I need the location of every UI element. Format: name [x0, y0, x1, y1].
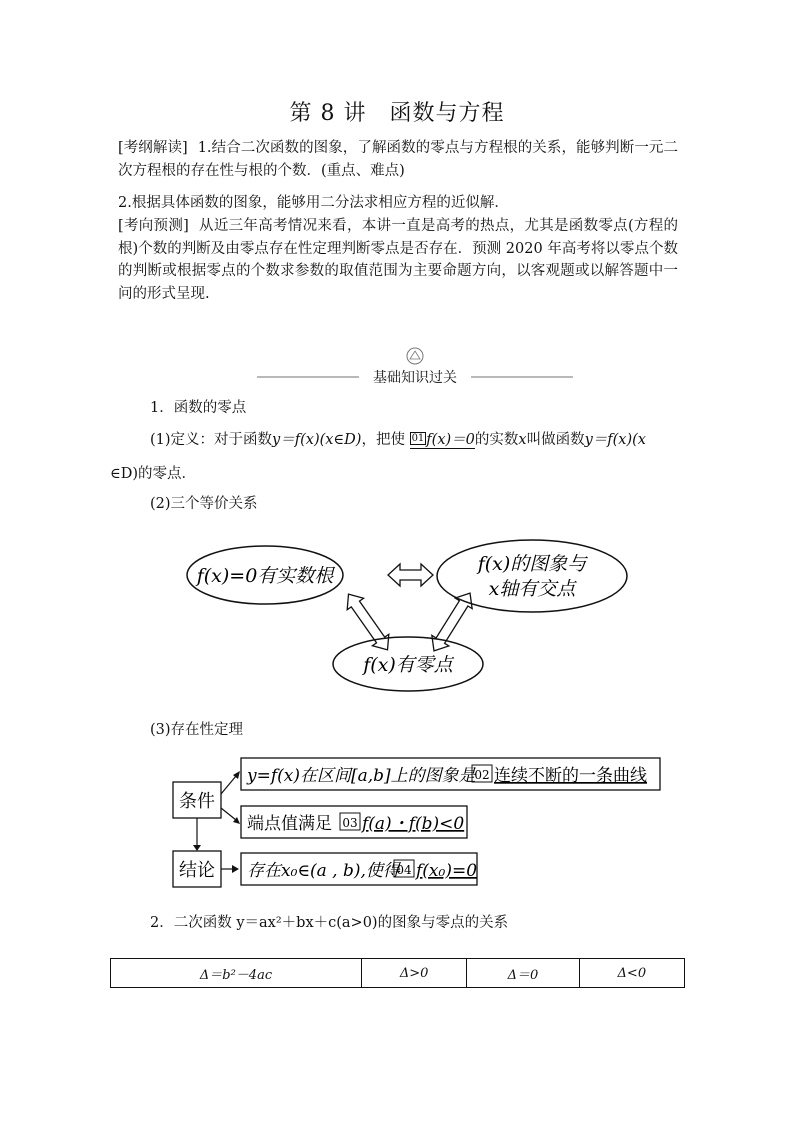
table-cell: Δ＝0	[467, 959, 579, 988]
answer-blank-01: 01 f(x)＝0	[411, 432, 475, 448]
double-arrow-horizontal	[388, 564, 433, 586]
table-cell: Δ<0	[579, 959, 684, 988]
syllabus-item-2: 2.根据具体函数的图象，能够用二分法求相应方程的近似解．	[118, 195, 509, 211]
ellipse-has-zero-text: f(x)有零点	[363, 654, 453, 676]
section-title: 基础知识过关	[373, 370, 457, 386]
heading-quadratic: 2．二次函数 y＝ax²＋bx＋c(a>0)的图象与零点的关系	[150, 915, 509, 931]
arrow-right-icon	[232, 865, 239, 873]
table-row	[111, 959, 685, 988]
syllabus-tag: [考纲解读]	[118, 140, 188, 156]
equiv-label: (2)三个等价关系	[150, 496, 258, 512]
definition-line-2: ∈D)的零点．	[110, 466, 197, 482]
answer-02: 连续不断的一条曲线	[494, 766, 647, 786]
svg-text:03: 03	[342, 816, 358, 830]
existence-label: (3)存在性定理	[150, 722, 244, 738]
answer-03: f(a)・f(b)<0	[362, 814, 465, 834]
ellipse-graph-line1: f(x)的图象与	[477, 553, 587, 575]
svg-text:04: 04	[396, 863, 412, 877]
ellipse-graph-intersect	[437, 540, 627, 612]
svg-text:02: 02	[474, 768, 490, 782]
arrow-down-icon	[193, 845, 201, 851]
box-continuous-text: y=f(x)在区间[a,b]上的图象是	[247, 766, 476, 786]
heading-zero-point: 1．函数的零点	[150, 400, 247, 416]
double-arrow-left-diag	[340, 588, 395, 655]
syllabus-paragraph	[118, 137, 678, 182]
section-divider	[255, 345, 575, 395]
forecast-paragraph	[118, 215, 678, 305]
box-conclusion-text: 结论	[179, 860, 215, 881]
box-endpoint-text: 端点值满足	[247, 814, 332, 834]
page-title: 第 8 讲 函数与方程	[289, 101, 505, 126]
existence-theorem-diagram	[170, 750, 665, 895]
box-condition-text: 条件	[179, 791, 215, 812]
badge-01: 01	[411, 433, 425, 444]
ellipse-real-root-text: f(x)=0有实数根	[196, 565, 334, 587]
table-cell: Δ＝b²－4ac	[111, 959, 362, 988]
syllabus-text: 1.结合二次函数的图象，了解函数的零点与方程根的关系，能够判断一元二次方程根的存在性与根的个数．(重点、难点)	[118, 140, 678, 179]
forecast-text: 从近三年高考情况来看，本讲一直是高考的热点，尤其是函数零点(方程的根)个数的判断及由零点存在性定理判断零点是否存在．预测 2020 年高考将以零点个数的判断或根据零点的个数求参数的取值范围为主要命题方向，以客观题或以解答题中一问的形式呈现.	[118, 218, 678, 302]
double-arrow-right-diag	[426, 588, 479, 656]
ellipse-graph-line2: x轴有交点	[488, 578, 576, 600]
box-exists-text: 存在x₀∈(a , b),使得	[247, 861, 400, 881]
forecast-tag: [考向预测]	[118, 218, 189, 234]
table-cell: Δ>0	[362, 959, 467, 988]
answer-04: f(x₀)=0	[416, 861, 478, 881]
equivalence-diagram	[175, 515, 650, 705]
discriminant-table	[110, 958, 685, 988]
definition-line: (1)定义：对于函数y＝f(x)(x∈D)，把使 01 f(x)＝0的实数x叫做函数y＝f(x)(x	[150, 432, 646, 448]
